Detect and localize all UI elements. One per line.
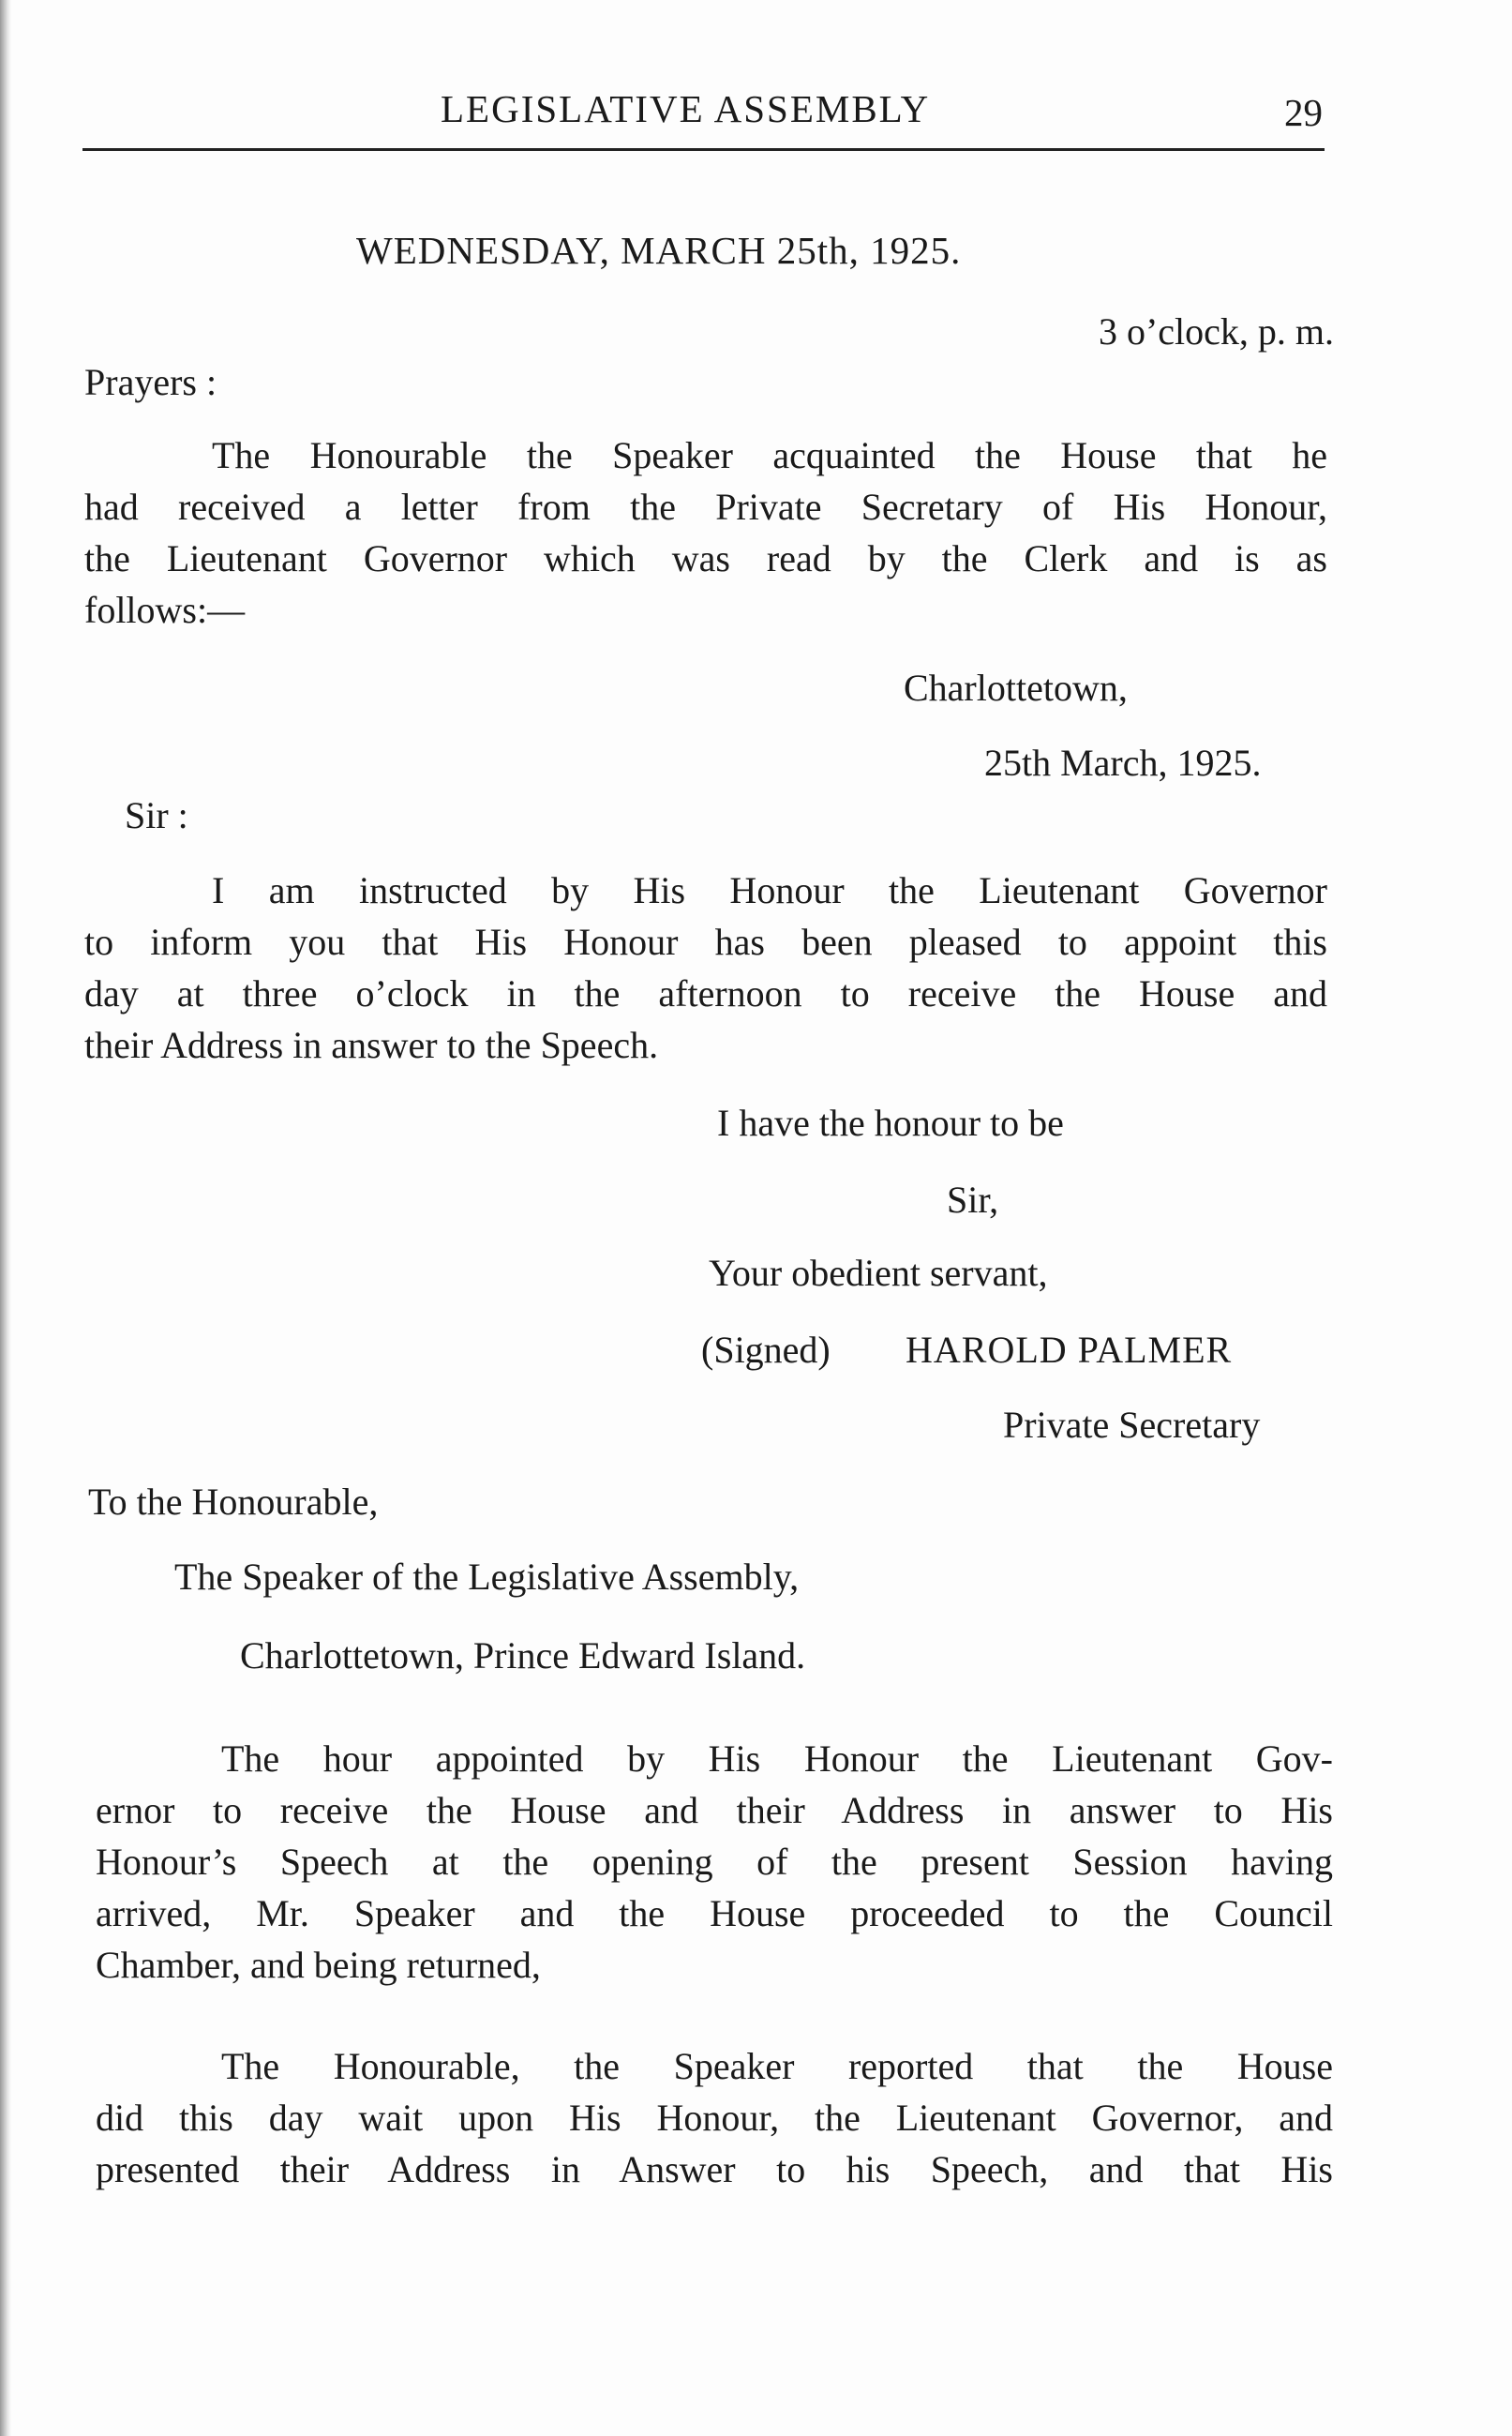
paragraph-line: The Honourable the Speaker acquainted the House that he [212, 434, 1327, 476]
running-header-title: LEGISLATIVE ASSEMBLY [441, 87, 931, 130]
paragraph-speaker-reported [96, 2040, 1333, 2195]
letter-closing-sir: Sir, [947, 1179, 999, 1221]
letter-place: Charlottetown, [904, 667, 1128, 709]
paragraph-line: follows:— [84, 589, 246, 631]
prayers-heading: Prayers : [84, 361, 217, 403]
address-line-3: Charlottetown, Prince Edward Island. [240, 1634, 806, 1677]
paragraph-line: did this day wait upon His Honour, the Lieutenant Governor, and [96, 2097, 1333, 2139]
address-line-2: The Speaker of the Legislative Assembly, [174, 1556, 800, 1598]
letter-date: 25th March, 1925. [984, 742, 1262, 784]
paragraph-line: Chamber, and being returned, [96, 1944, 541, 1986]
signer-title: Private Secretary [1003, 1404, 1261, 1446]
letter-closing-servant: Your obedient servant, [709, 1252, 1048, 1294]
sitting-time: 3 o’clock, p. m. [1098, 310, 1334, 353]
signed-label: (Signed) [701, 1329, 831, 1371]
address-line-1: To the Honourable, [88, 1481, 379, 1523]
letter-body-line: their Address in answer to the Speech. [84, 1024, 659, 1066]
signer-name: HAROLD PALMER [906, 1329, 1233, 1371]
paragraph-line: arrived, Mr. Speaker and the House proceeded to the Council [96, 1892, 1333, 1934]
paragraph-speaker-acquainted [84, 429, 1327, 636]
header-rule [82, 148, 1325, 151]
paragraph-line: The hour appointed by His Honour the Lieutenant Gov- [221, 1737, 1333, 1780]
paragraph-line: Honour’s Speech at the opening of the present Session having [96, 1841, 1333, 1883]
letter-salutation: Sir : [125, 794, 188, 836]
letter-body-line: I am instructed by His Honour the Lieutenant Governor [212, 869, 1327, 911]
letter-body-line: day at three o’clock in the afternoon to receive the House and [84, 972, 1327, 1015]
paragraph-line: presented their Address in Answer to his Speech, and that His [96, 2148, 1333, 2190]
letter-closing-honour: I have the honour to be [717, 1102, 1064, 1144]
page-number: 29 [1284, 91, 1323, 134]
paragraph-line: The Honourable, the Speaker reported that the House [221, 2045, 1333, 2087]
paragraph-line: the Lieutenant Governor which was read by the Clerk and is as [84, 537, 1327, 579]
sitting-date: WEDNESDAY, MARCH 25th, 1925. [356, 229, 962, 272]
letter-body-line: to inform you that His Honour has been pleased to appoint this [84, 921, 1327, 963]
letter-body [84, 865, 1327, 1071]
paragraph-line: ernor to receive the House and their Address in answer to His [96, 1789, 1333, 1831]
page-edge-shadow [0, 0, 11, 2436]
paragraph-hour-appointed [96, 1733, 1333, 1991]
paragraph-line: had received a letter from the Private Secretary of His Honour, [84, 486, 1327, 528]
